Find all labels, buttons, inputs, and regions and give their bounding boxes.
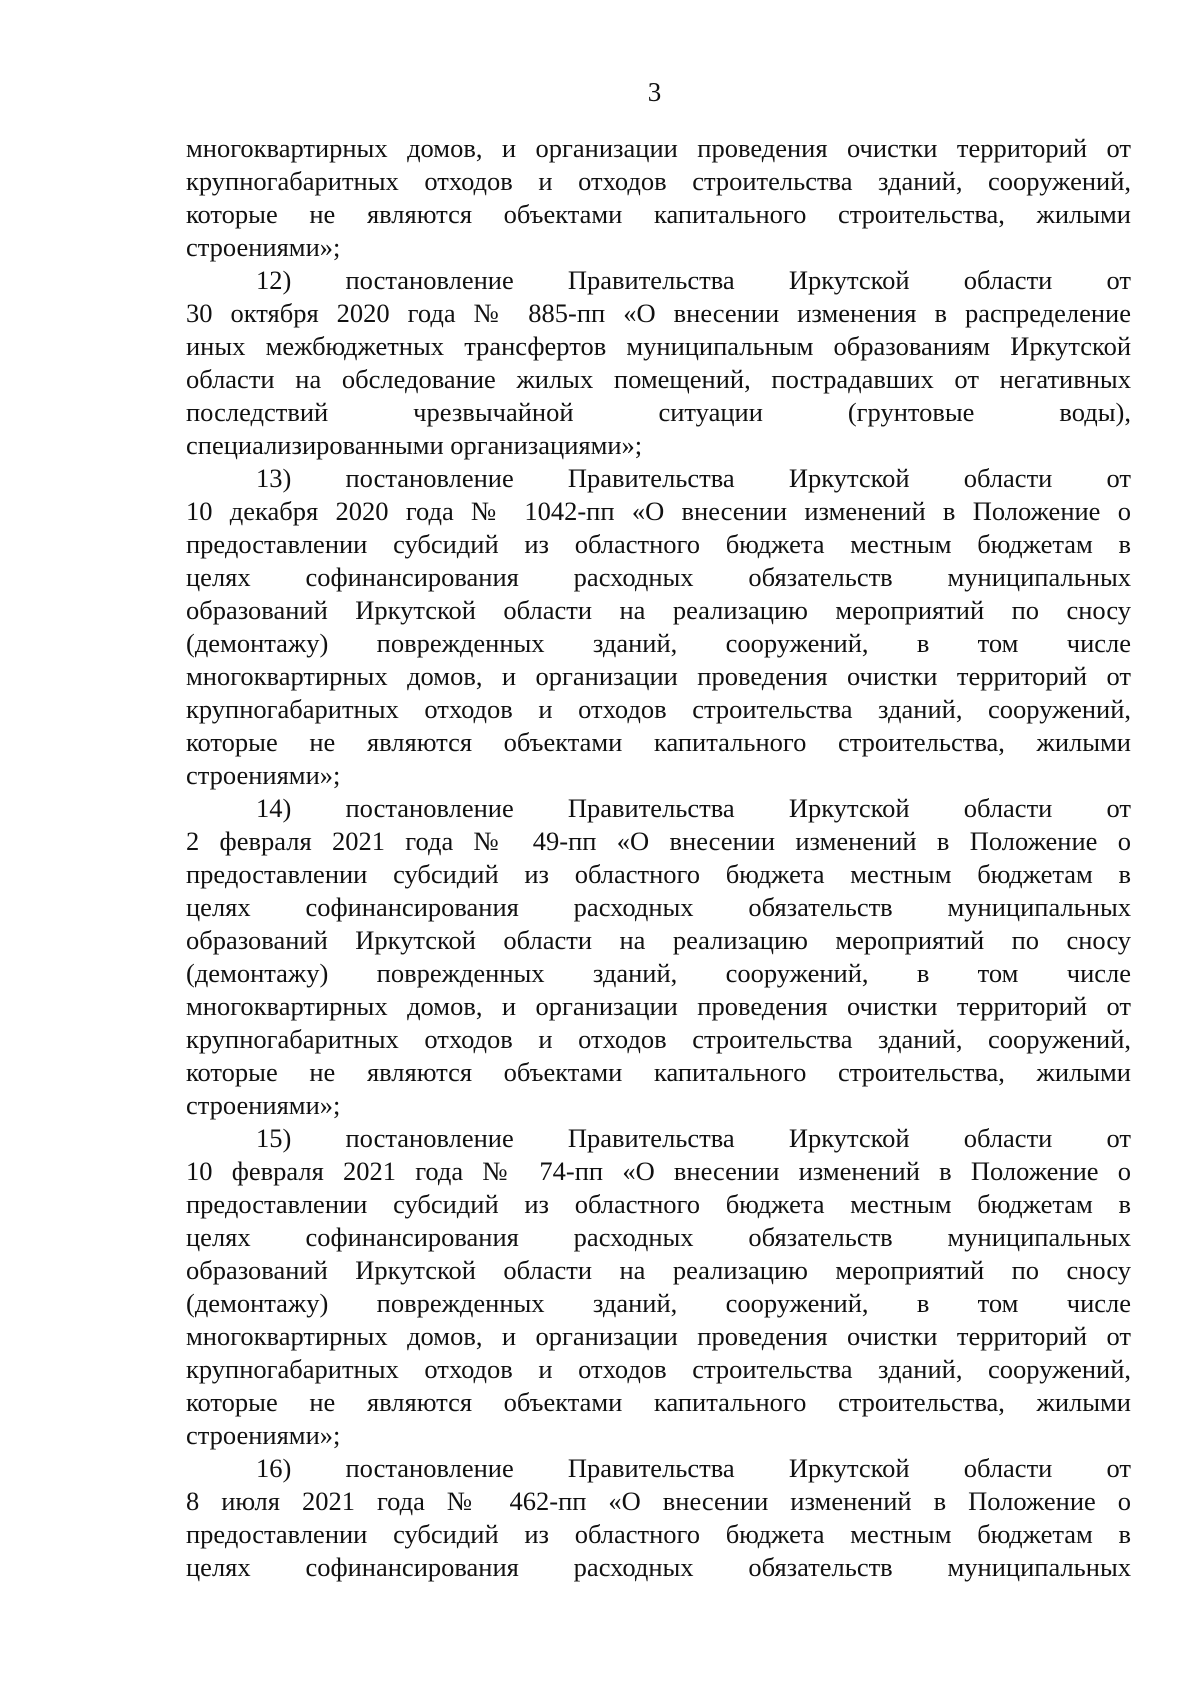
text-line: 16) постановление Правительства Иркутской области от	[256, 1453, 1131, 1483]
text-line: строениями»;	[186, 232, 341, 262]
text-line: строениями»;	[186, 760, 341, 790]
text-line: предоставлении субсидий из областного бюджета местным бюджетам в	[186, 1519, 1131, 1549]
text-line: последствий чрезвычайной ситуации (грунтовые воды),	[186, 397, 1131, 427]
text-line: целях софинансирования расходных обязательств муниципальных	[186, 562, 1131, 592]
text-line: 8 июля 2021 года № 462-пп «О внесении изменений в Положение о	[186, 1486, 1131, 1516]
document-body	[186, 132, 1131, 1584]
text-line: строениями»;	[186, 1090, 341, 1120]
text-line: образований Иркутской области на реализацию мероприятий по сносу	[186, 925, 1131, 955]
text-line: предоставлении субсидий из областного бюджета местным бюджетам в	[186, 529, 1131, 559]
text-line: которые не являются объектами капитального строительства, жилыми	[186, 727, 1131, 757]
text-line: предоставлении субсидий из областного бюджета местным бюджетам в	[186, 1189, 1131, 1219]
text-line: 14) постановление Правительства Иркутской области от	[256, 793, 1131, 823]
text-line: иных межбюджетных трансфертов муниципальным образованиям Иркутской	[186, 331, 1131, 361]
text-line: многоквартирных домов, и организации проведения очистки территорий от	[186, 661, 1131, 691]
text-line: (демонтажу) поврежденных зданий, сооружений, в том числе	[186, 1288, 1131, 1318]
text-line: области на обследование жилых помещений, пострадавших от негативных	[186, 364, 1131, 394]
text-line: которые не являются объектами капитального строительства, жилыми	[186, 1387, 1131, 1417]
text-line: многоквартирных домов, и организации проведения очистки территорий от	[186, 991, 1131, 1021]
text-line: 2 февраля 2021 года № 49-пп «О внесении изменений в Положение о	[186, 826, 1131, 856]
text-line: предоставлении субсидий из областного бюджета местным бюджетам в	[186, 859, 1131, 889]
text-line: крупногабаритных отходов и отходов строительства зданий, сооружений,	[186, 1354, 1131, 1384]
page-number: 3	[647, 77, 662, 107]
text-line: крупногабаритных отходов и отходов строительства зданий, сооружений,	[186, 694, 1131, 724]
text-line: образований Иркутской области на реализацию мероприятий по сносу	[186, 1255, 1131, 1285]
text-line: целях софинансирования расходных обязательств муниципальных	[186, 892, 1131, 922]
text-line: многоквартирных домов, и организации проведения очистки территорий от	[186, 133, 1131, 163]
text-line: 30 октября 2020 года № 885-пп «О внесении изменения в распределение	[186, 298, 1131, 328]
text-line: (демонтажу) поврежденных зданий, сооружений, в том числе	[186, 958, 1131, 988]
text-line: 12) постановление Правительства Иркутской области от	[256, 265, 1131, 295]
text-line: 10 февраля 2021 года № 74-пп «О внесении изменений в Положение о	[186, 1156, 1131, 1186]
text-line: 15) постановление Правительства Иркутской области от	[256, 1123, 1131, 1153]
text-line: целях софинансирования расходных обязательств муниципальных	[186, 1222, 1131, 1252]
text-line: целях софинансирования расходных обязательств муниципальных	[186, 1552, 1131, 1582]
text-line: которые не являются объектами капитального строительства, жилыми	[186, 199, 1131, 229]
text-line: специализированными организациями»;	[186, 430, 643, 460]
text-line: (демонтажу) поврежденных зданий, сооружений, в том числе	[186, 628, 1131, 658]
text-line: строениями»;	[186, 1420, 341, 1450]
text-line: 10 декабря 2020 года № 1042-пп «О внесении изменений в Положение о	[186, 496, 1131, 526]
text-line: образований Иркутской области на реализацию мероприятий по сносу	[186, 595, 1131, 625]
text-line: крупногабаритных отходов и отходов строительства зданий, сооружений,	[186, 166, 1131, 196]
text-line: которые не являются объектами капитального строительства, жилыми	[186, 1057, 1131, 1087]
text-line: крупногабаритных отходов и отходов строительства зданий, сооружений,	[186, 1024, 1131, 1054]
text-line: 13) постановление Правительства Иркутской области от	[256, 463, 1131, 493]
text-line: многоквартирных домов, и организации проведения очистки территорий от	[186, 1321, 1131, 1351]
